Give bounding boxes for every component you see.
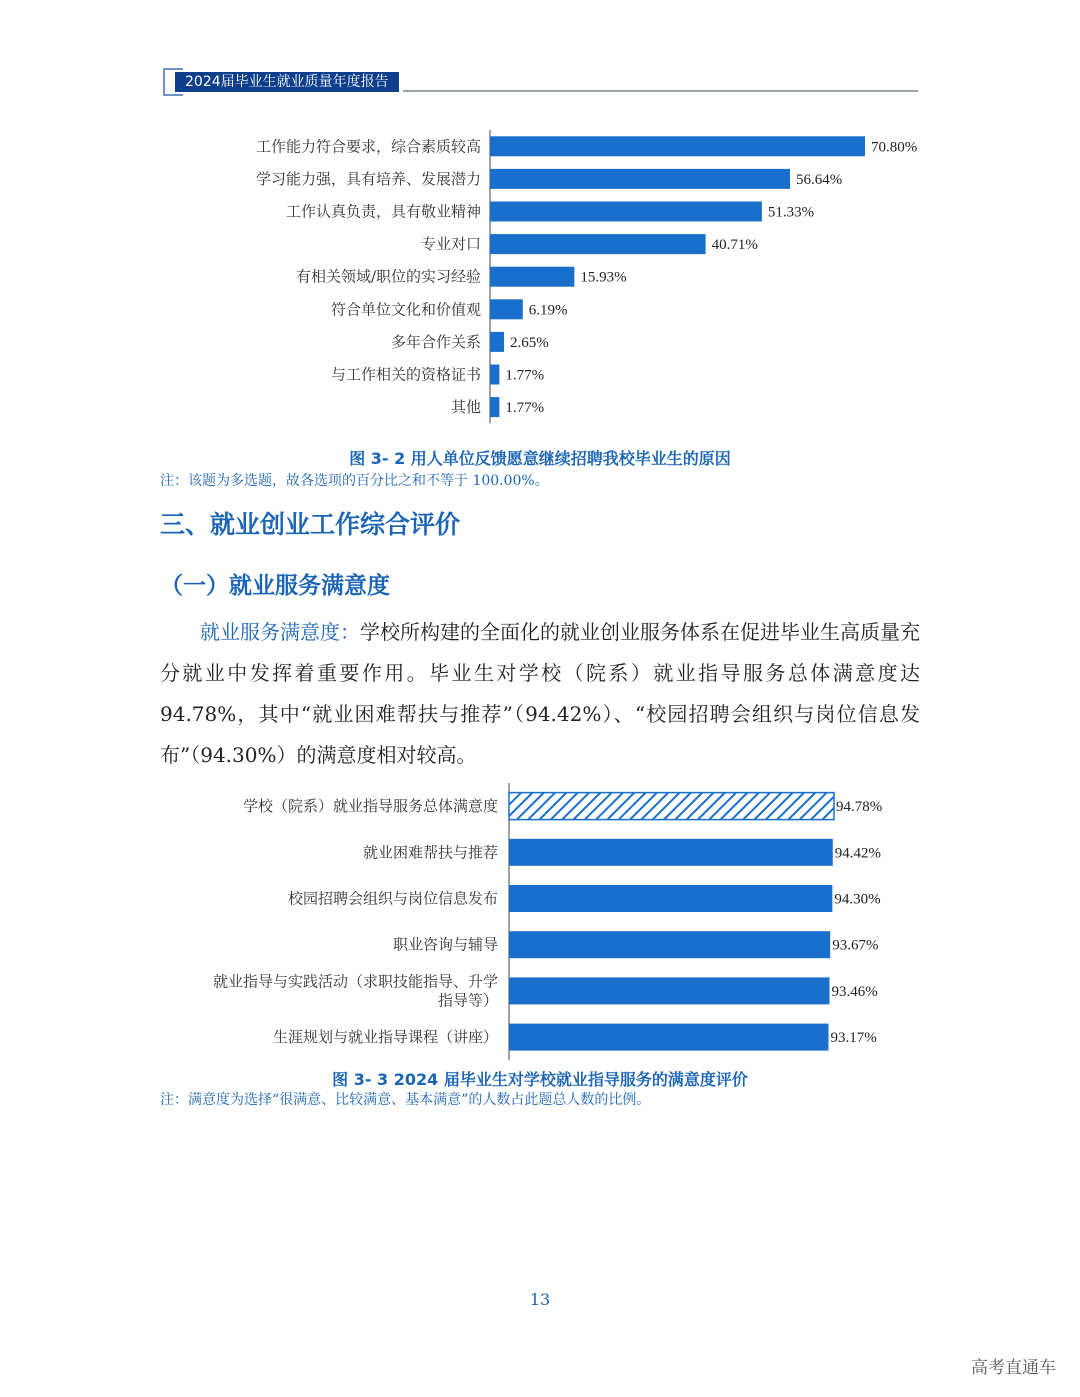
chart2-category-label: 指导等） xyxy=(437,991,498,1010)
chart2-category-label: 校园招聘会组织与岗位信息发布 xyxy=(287,889,498,908)
chart1-bar xyxy=(490,202,762,222)
body-paragraph xyxy=(160,612,920,776)
chart1-category-label: 专业对口 xyxy=(420,235,481,254)
chart2-category-label: 就业困难帮扶与推荐 xyxy=(362,843,498,862)
figure2-caption: 图 3- 3 2024 届毕业生对学校就业指导服务的满意度评价 xyxy=(332,1070,748,1089)
chart2-value-label: 93.17% xyxy=(830,1030,877,1047)
chart1-bar xyxy=(490,365,499,385)
chart1-bar xyxy=(490,332,504,352)
chart1-value-label: 40.71% xyxy=(711,237,758,254)
chart2-bar xyxy=(509,1024,828,1051)
chart2-category-label: 学校（院系）就业指导服务总体满意度 xyxy=(242,797,498,816)
chart2-category-label: 生涯规划与就业指导课程（讲座） xyxy=(272,1028,498,1047)
subsection-title: （一）就业服务满意度 xyxy=(160,573,390,599)
chart1-value-label: 1.77% xyxy=(505,400,545,417)
chart1-bar xyxy=(490,136,865,156)
chart1-value-label: 6.19% xyxy=(528,302,568,319)
page-number: 13 xyxy=(529,1290,551,1309)
chart1-value-label: 70.80% xyxy=(871,139,918,156)
figure1-note: 注：该题为多选题，故各选项的百分比之和不等于 100.00%。 xyxy=(160,473,549,489)
chart2-value-label: 94.78% xyxy=(836,799,883,816)
chart1-bar xyxy=(490,234,706,254)
chart1-value-label: 1.77% xyxy=(505,367,545,384)
paragraph-body: 学校所构建的全面化的就业创业服务体系在促进毕业生高质量充分就业中发挥着重要作用。毕业生对学校（院系）就业指导服务总体满意度达 94.78%，其中“就业困难帮扶与推荐”（94.42%）、“校园招聘会组织与岗位信息发布”（94.30%）的满意度相对较高。 xyxy=(160,620,920,767)
chart2-bar xyxy=(509,977,829,1004)
watermark: 高考直通车 xyxy=(971,1358,1056,1378)
section-title: 三、就业创业工作综合评价 xyxy=(160,510,461,539)
chart1-value-label: 51.33% xyxy=(767,204,815,221)
chart2-category-label: 就业指导与实践活动（求职技能指导、升学 xyxy=(212,972,498,991)
chart1-category-label: 工作认真负责，具有敬业精神 xyxy=(285,202,481,221)
chart1-category-label: 其他 xyxy=(450,398,481,417)
chart1-category-label: 有相关领域/职位的实习经验 xyxy=(295,267,481,286)
figure2-note: 注：满意度为选择“很满意、比较满意、基本满意”的人数占此题总人数的比例。 xyxy=(160,1092,651,1108)
chart-reasons xyxy=(0,0,1080,430)
chart1-value-label: 2.65% xyxy=(510,334,549,351)
paragraph-lead: 就业服务满意度： xyxy=(200,620,360,644)
chart1-category-label: 与工作相关的资格证书 xyxy=(330,365,481,384)
chart2-value-label: 94.42% xyxy=(834,845,882,862)
chart1-category-label: 学习能力强，具有培养、发展潜力 xyxy=(255,169,481,188)
chart2-bar xyxy=(509,839,833,866)
chart1-category-label: 工作能力符合要求，综合素质较高 xyxy=(255,137,481,156)
chart1-value-label: 56.64% xyxy=(796,171,843,188)
chart1-bar xyxy=(490,267,574,287)
chart2-bar xyxy=(509,885,832,912)
chart2-bar xyxy=(509,931,830,958)
chart1-bar xyxy=(490,397,499,417)
chart1-value-label: 15.93% xyxy=(580,269,627,286)
chart2-value-label: 93.67% xyxy=(832,937,879,954)
chart2-value-label: 94.30% xyxy=(834,891,881,908)
figure1-caption: 图 3- 2 用人单位反馈愿意继续招聘我校毕业生的原因 xyxy=(349,449,731,468)
chart1-category-label: 符合单位文化和价值观 xyxy=(330,300,481,319)
chart2-category-label: 职业咨询与辅导 xyxy=(392,935,498,954)
chart1-bar xyxy=(490,299,523,319)
chart2-bar xyxy=(509,793,834,820)
header-title: 2024届毕业生就业质量年度报告 xyxy=(175,72,399,92)
chart2-value-label: 93.46% xyxy=(831,983,878,1000)
chart1-bar xyxy=(490,169,790,189)
chart1-category-label: 多年合作关系 xyxy=(390,332,481,351)
